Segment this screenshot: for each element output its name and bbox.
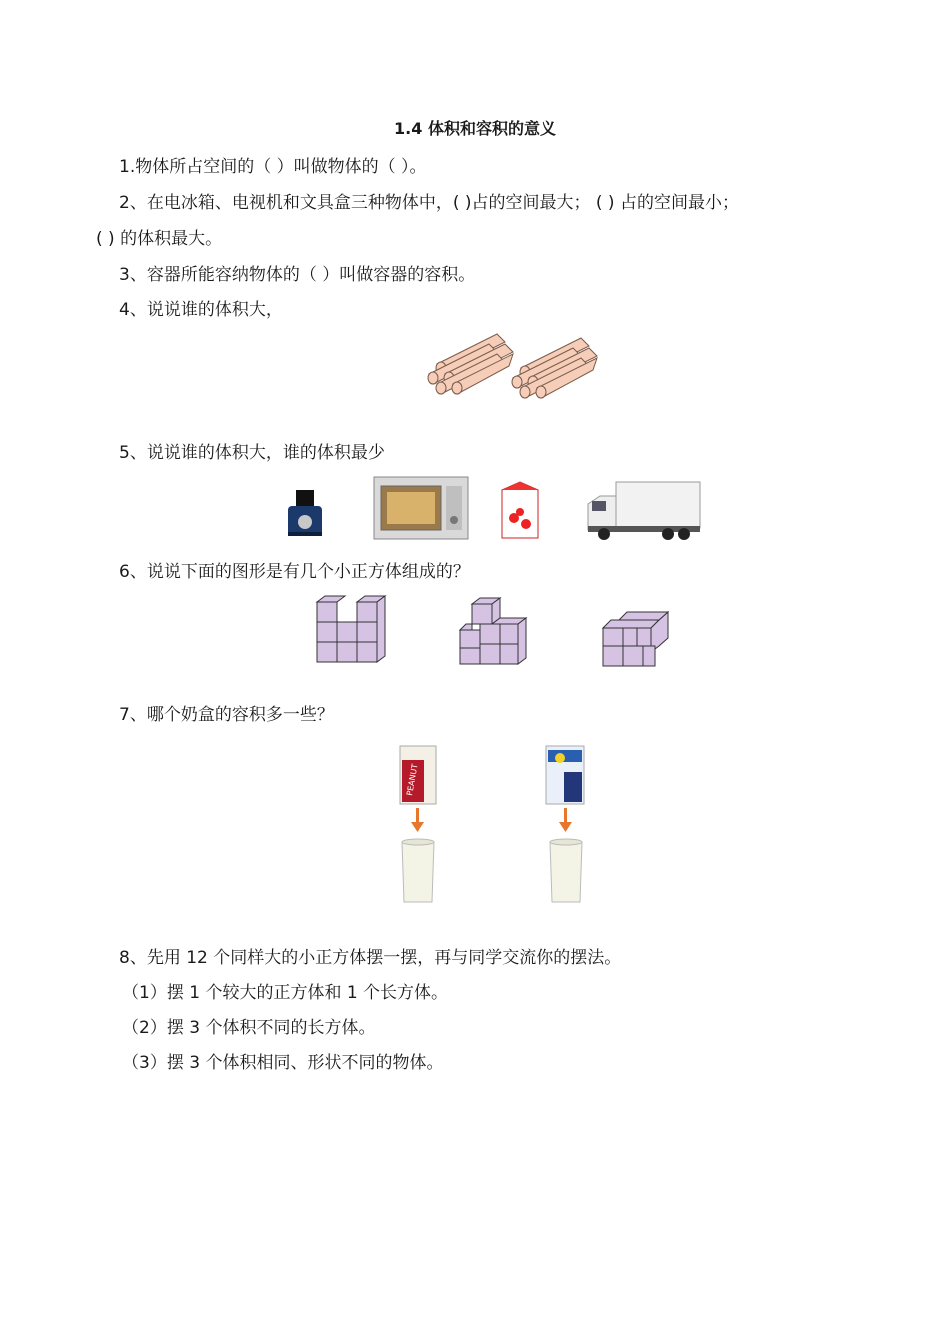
question-3: 3、容器所能容纳物体的（ ）叫做容器的容积。 xyxy=(119,265,476,285)
milk-glass-2-icon xyxy=(550,839,582,902)
cube-figure-1 xyxy=(317,596,385,662)
question-6: 6、说说下面的图形是有几个小正方体组成的？ xyxy=(119,562,470,582)
milk-glass-1-icon xyxy=(402,839,434,902)
question-8-part-3: （3）摆 3 个体积相同、形状不同的物体。 xyxy=(122,1053,444,1073)
question-8-part-1: （1）摆 1 个较大的正方体和 1 个长方体。 xyxy=(122,983,449,1003)
cube-figure-2 xyxy=(460,598,526,664)
arrow-down-icon-2 xyxy=(559,808,572,832)
ink-bottle-icon xyxy=(288,490,322,536)
question-2-line-1: 2、在电冰箱、电视机和文具盒三种物体中，( )占的空间最大； ( ) 占的空间最小； xyxy=(119,193,739,213)
question-7: 7、哪个奶盒的容积多一些？ xyxy=(119,705,334,725)
log-pile-left xyxy=(428,334,513,394)
milk-boxes-figure xyxy=(390,742,600,910)
milk-box-2-icon xyxy=(546,746,584,804)
microwave-icon xyxy=(374,477,468,539)
question-5: 5、说说谁的体积大，谁的体积最少 xyxy=(119,443,385,463)
cube-figures xyxy=(300,590,680,670)
log-piles-figure xyxy=(425,322,600,402)
milk-carton-icon xyxy=(502,482,538,538)
question-2-line-2: ( ) 的体积最大。 xyxy=(96,229,223,249)
question-4: 4、说说谁的体积大， xyxy=(119,300,283,320)
question-8: 8、先用 12 个同样大的小正方体摆一摆，再与同学交流你的摆法。 xyxy=(119,948,622,968)
question-1: 1.物体所占空间的（ ）叫做物体的（ ）。 xyxy=(119,157,427,177)
arrow-down-icon-1 xyxy=(411,808,424,832)
milk-box-1-label: PEANUT xyxy=(405,763,420,797)
milk-box-1-icon xyxy=(400,746,436,804)
page-title: 1.4 体积和容积的意义 xyxy=(394,119,556,138)
log-pile-right xyxy=(512,338,597,398)
truck-icon xyxy=(588,482,700,540)
cube-figure-3 xyxy=(603,612,668,666)
question-8-part-2: （2）摆 3 个体积不同的长方体。 xyxy=(122,1018,376,1038)
objects-figure xyxy=(284,474,704,544)
